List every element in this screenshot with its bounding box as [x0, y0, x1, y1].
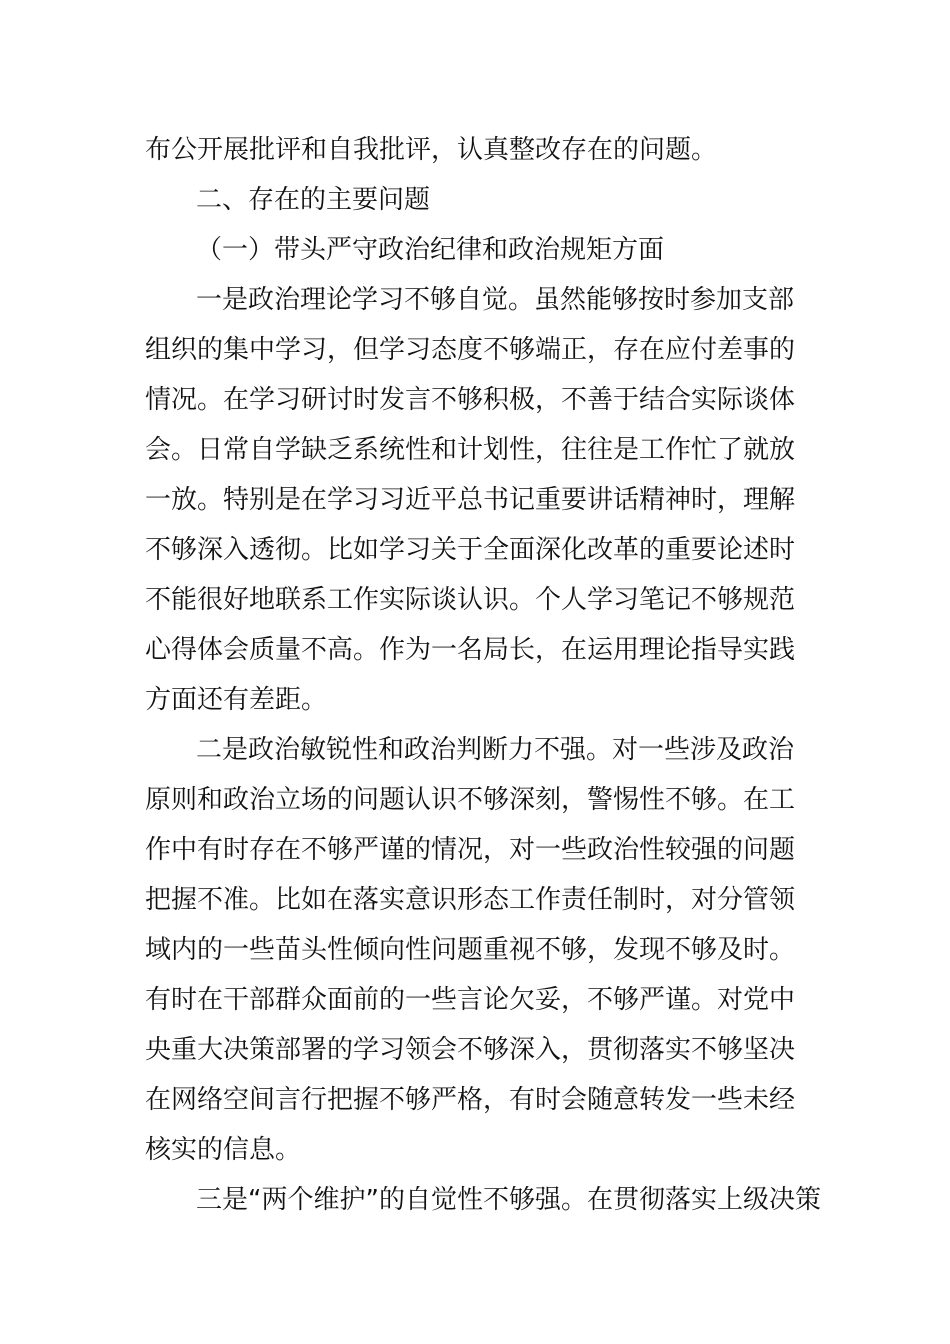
- paragraph-first-line: 一是政治理论学习不够自觉。虽然能够按时参加支部: [196, 285, 795, 315]
- text-line: 布公开展批评和自我批评，认真整改存在的问题。: [145, 135, 718, 165]
- paragraph-first-line: 二是政治敏锐性和政治判断力不强。对一些涉及政治: [196, 735, 795, 765]
- text-line: 一放。特别是在学习习近平总书记重要讲话精神时，理解: [145, 485, 796, 515]
- text-line: 核实的信息。: [145, 1135, 302, 1165]
- text-line: 原则和政治立场的问题认识不够深刻，警惕性不够。在工: [145, 785, 796, 815]
- text-line: 有时在干部群众面前的一些言论欠妥，不够严谨。对党中: [145, 985, 796, 1015]
- text-line: 心得体会质量不高。作为一名局长，在运用理论指导实践: [145, 635, 796, 665]
- text-line: 方面还有差距。: [145, 685, 328, 715]
- section-heading: 二、存在的主要问题: [196, 185, 431, 215]
- subsection-heading: （一）带头严守政治纪律和政治规矩方面: [196, 235, 665, 265]
- text-line: 情况。在学习研讨时发言不够积极，不善于结合实际谈体: [145, 385, 796, 415]
- text-line: 不能很好地联系工作实际谈认识。个人学习笔记不够规范: [145, 585, 796, 615]
- text-line: 把握不准。比如在落实意识形态工作责任制时，对分管领: [145, 885, 796, 915]
- text-line: 作中有时存在不够严谨的情况，对一些政治性较强的问题: [145, 835, 796, 865]
- text-line: 组织的集中学习，但学习态度不够端正，存在应付差事的: [145, 335, 796, 365]
- text-line: 域内的一些苗头性倾向性问题重视不够，发现不够及时。: [145, 935, 796, 965]
- paragraph-first-line: 三是“两个维护”的自觉性不够强。在贯彻落实上级决策: [196, 1185, 821, 1215]
- text-line: 不够深入透彻。比如学习关于全面深化改革的重要论述时: [145, 535, 796, 565]
- text-line: 会。日常自学缺乏系统性和计划性，往往是工作忙了就放: [145, 435, 796, 465]
- text-line: 在网络空间言行把握不够严格，有时会随意转发一些未经: [145, 1085, 796, 1115]
- text-line: 央重大决策部署的学习领会不够深入，贯彻落实不够坚决: [145, 1035, 796, 1065]
